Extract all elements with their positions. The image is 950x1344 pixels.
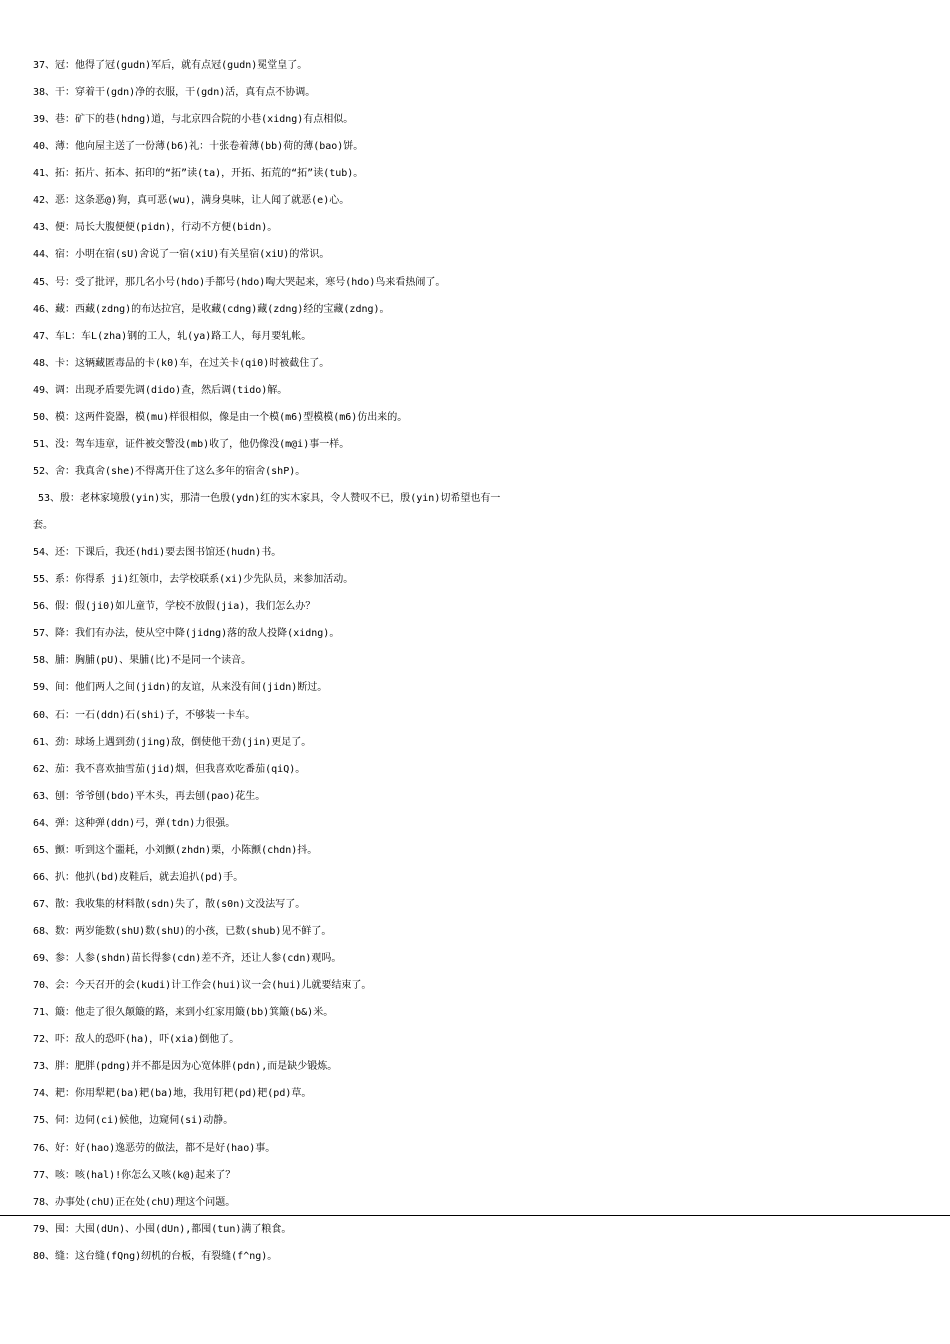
entry-line: 38、干：穿着干(gdn)净的衣服，干(gdn)活，真有点不协调。	[33, 87, 316, 99]
entry-line-continuation: 套。	[33, 520, 53, 532]
entry-line: 59、间：他们两人之间(jidn)的友谊，从来没有间(jidn)断过。	[33, 682, 328, 694]
entry-line: 66、扒：他扒(bd)皮鞋后，就去追扒(pd)手。	[33, 871, 244, 883]
entry-line: 54、还：下课后，我还(hdi)要去图书馆还(hudn)书。	[33, 547, 282, 559]
entry-line: 41、拓：拓片、拓本、拓印的“拓”读(ta)，开拓、拓荒的“拓”读(tub)。	[33, 168, 364, 180]
document-body	[0, 52, 950, 1270]
entry-line: 48、卡：这辆藏匿毒品的卡(k0)车，在过关卡(qi0)时被截住了。	[33, 357, 330, 369]
entry-line: 42、恶：这条恶@)狗，真可恶(wu)，满身臭味，让人闻了就恶(e)心。	[33, 195, 350, 207]
entry-line: 76、好：好(hao)逸恶劳的做法，都不是好(hao)事。	[33, 1142, 276, 1154]
entry-line: 39、巷：矿下的巷(hdng)道，与北京四合院的小巷(xidng)有点相似。	[33, 114, 354, 126]
entry-line: 65、颤：听到这个噩耗，小刘颤(zhdn)栗，小陈颤(chdn)抖。	[33, 844, 318, 856]
entry-line: 77、咳：咳(hal)!你怎么又咳(k@)起来了？	[33, 1169, 236, 1181]
entry-line: 64、弹：这种弹(ddn)弓，弹(tdn)力很强。	[33, 817, 236, 829]
entry-line: 55、系：你得系 ji)红领巾，去学校联系(xi)少先队员，来参加活动。	[33, 574, 354, 586]
entry-line: 49、调：出现矛盾要先调(dido)查，然后调(tido)解。	[33, 384, 288, 396]
entry-line: 68、数：两岁能数(shU)数(shU)的小孩，已数(shub)见不鲜了。	[33, 926, 332, 937]
entry-line: 52、舍：我真舍(she)不得离开住了这么多年的宿舍(shP)。	[33, 465, 306, 477]
entry-line: 40、薄：他向屋主送了一份薄(b6)礼：十张卷着薄(bb)荷的薄(bao)饼。	[33, 141, 364, 153]
entry-line: 57、降：我们有办法，使从空中降(jidng)落的敌人投降(xidng)。	[33, 628, 340, 640]
entry-line: 62、茄：我不喜欢抽雪茄(jid)烟，但我喜欢吃番茄(qiQ)。	[33, 763, 306, 775]
entry-line: 43、便：局长大腹便便(pidn)，行动不方便(bidn)。	[33, 222, 278, 234]
page-divider-line	[0, 1215, 950, 1216]
entry-line: 70、会：今天召开的会(kudi)计工作会(hui)议一会(hui)儿就要结束了。	[33, 980, 372, 992]
entry-line: 79、囤：大囤(dUn)、小囤(dUn),都囤(tun)满了粮食。	[33, 1223, 292, 1235]
entry-line: 75、伺：边伺(ci)候他，边窥伺(si)动静。	[33, 1115, 234, 1127]
entry-line: 73、胖：肥胖(pdng)并不都是因为心宽体胖(pdn),而是缺少锻炼。	[33, 1061, 338, 1073]
entry-line: 44、宿：小明在宿(sU)舍说了一宿(xiU)有关星宿(xiU)的常识。	[33, 249, 330, 261]
entry-line: 53、殷：老林家境殷(yin)实，那清一色殷(ydn)红的实木家具，令人赞叹不已，殷(yin)切希望也有一	[38, 493, 501, 504]
entry-line: 69、参：人参(shdn)苗长得参(cdn)差不齐，还让人参(cdn)观吗。	[33, 953, 342, 965]
entry-line: 50、模：这两件瓷器，模(mu)样很相似，像是由一个模(m6)型模模(m6)仿出来的。	[33, 411, 408, 423]
entry-line: 60、石：一石(ddn)石(shi)子，不够装一卡车。	[33, 709, 256, 721]
entry-line: 47、车L：车L(zha)钢的工人，轧(ya)路工人，每月要轧帐。	[33, 330, 312, 342]
entry-line: 67、散：我收集的材料散(sdn)失了，散(s0n)文没法写了。	[33, 898, 306, 910]
entry-line: 61、劲：球场上遇到劲(jing)敌，倒使他干劲(jin)更足了。	[33, 736, 312, 748]
entry-line: 80、缝：这台缝(fQng)纫机的台板，有裂缝(f^ng)。	[33, 1250, 278, 1262]
entry-line: 45、号：受了批评，那几名小号(hdo)手都号(hdo)啕大哭起来，寒号(hdo)鸟来看热闹了。	[33, 276, 446, 288]
entry-line: 46、藏：西藏(zdng)的布达拉宫，是收藏(cdng)藏(zdng)经的宝藏(zdng)。	[33, 303, 390, 315]
entry-line: 37、冠：他得了冠(gudn)军后，就有点冠(gudn)冕堂皇了。	[33, 60, 308, 71]
entry-line: 71、簸：他走了很久颠簸的路，来到小红家用簸(bb)箕簸(b&)米。	[33, 1007, 334, 1019]
entry-line: 56、假：假(ji0)如儿童节，学校不放假(jia)，我们怎么办？	[33, 601, 316, 613]
entry-line: 58、脯：胸脯(pU)、果脯(比)不是同一个读音。	[33, 655, 252, 667]
entry-line: 63、刨：爷爷刨(bdo)平木头，再去刨(pao)花生。	[33, 790, 266, 802]
entry-line: 51、没：驾车违章，证件被交警没(mb)收了，他仍像没(m@i)事一样。	[33, 438, 350, 450]
entry-line: 72、吓：敌人的恐吓(ha)，吓(xia)倒他了。	[33, 1034, 240, 1046]
entry-line: 78、办事处(chU)正在处(chU)理这个问题。	[33, 1196, 236, 1208]
entry-line: 74、耙：你用犁耙(ba)耙(ba)地，我用钉耙(pd)耙(pd)草。	[33, 1088, 312, 1100]
